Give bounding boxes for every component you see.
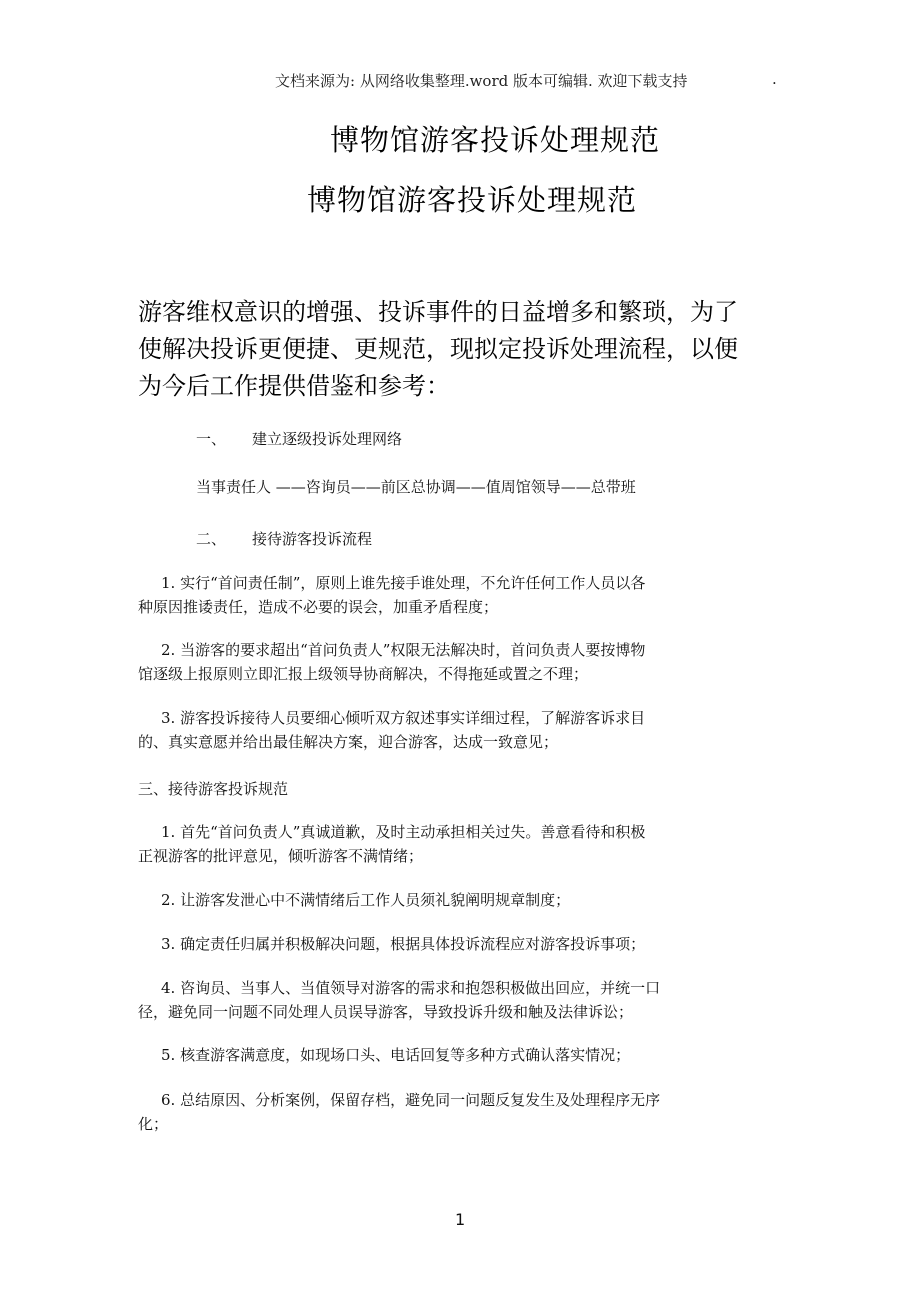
section-3-item-3 [138,932,738,956]
section-2-heading [196,528,372,549]
paragraph-line: 馆逐级上报原则立即汇报上级领导协商解决，不得拖延或置之不理； [138,665,589,683]
responsibility-chain: 当事责任人 ——咨询员——前区总协调——值周馆领导——总带班 [196,478,636,496]
section-3-item-1 [138,820,738,868]
paragraph-line: 的、真实意愿并给出最佳解决方案，迎合游客，达成一致意见； [138,733,559,751]
section-1-title: 建立逐级投诉处理网络 [252,430,403,448]
paragraph-line: 径，避免同一问题不同处理人员误导游客，导致投诉升级和触及法律诉讼； [138,1003,634,1021]
section-2-item-2 [138,638,738,686]
paragraph-line: 2. 让游客发泄心中不满情绪后工作人员须礼貌阐明规章制度； [161,891,571,909]
document-title: 博物馆游客投诉处理规范 [330,123,661,157]
intro-line: 使解决投诉更便捷、更规范，现拟定投诉处理流程，以便 [138,335,738,363]
paragraph-line: 3. 确定责任归属并积极解决问题，根据具体投诉流程应对游客投诉事项； [161,935,646,953]
paragraph-line: 6. 总结原因、分析案例，保留存档，避免同一问题反复发生及处理程序无序 [161,1091,661,1109]
section-3-item-2 [138,888,738,912]
section-2-item-3 [138,706,738,754]
section-3-item-6 [138,1088,738,1136]
paragraph-line: 1. 首先“首问负责人”真诚道歉，及时主动承担相关过失。善意看待和积极 [161,823,646,841]
section-3-item-4 [138,976,738,1024]
intro-paragraph [138,294,778,405]
section-3-heading: 三、接待游客投诉规范 [138,780,289,798]
paragraph-line: 4. 咨询员、当事人、当值领导对游客的需求和抱怨积极做出回应，并统一口 [161,979,661,997]
section-1-number: 一、 [196,430,227,448]
section-2-title: 接待游客投诉流程 [252,530,373,548]
intro-line: 游客维权意识的增强、投诉事件的日益增多和繁琐，为了 [138,298,738,326]
section-3-item-5 [138,1043,738,1067]
paragraph-line: 3. 游客投诉接待人员要细心倾听双方叙述事实详细过程，了解游客诉求目 [161,709,646,727]
paragraph-line: 正视游客的批评意见，倾听游客不满情绪； [138,847,424,865]
section-2-number: 二、 [196,530,227,548]
paragraph-line: 5. 核查游客满意度，如现场口头、电话回复等多种方式确认落实情况； [161,1046,631,1064]
intro-line: 为今后工作提供借鉴和参考： [138,372,450,400]
document-subtitle: 博物馆游客投诉处理规范 [307,183,638,217]
paragraph-line: 1. 实行“首问责任制”，原则上谁先接手谁处理，不允许任何工作人员以各 [161,574,646,592]
paragraph-line: 种原因推诿责任，造成不必要的误会，加重矛盾程度； [138,598,499,616]
section-2-item-1 [138,571,738,619]
page-number: 1 [455,1210,466,1229]
paragraph-line: 化； [138,1115,169,1133]
section-1-heading [196,428,402,449]
paragraph-line: 2. 当游客的要求超出“首问负责人”权限无法解决时，首问负责人要按博物 [161,641,646,659]
header-note: 文档来源为: 从网络收集整理.word 版本可编辑. 欢迎下载支持 [275,72,688,90]
header-dot: . [772,70,777,88]
